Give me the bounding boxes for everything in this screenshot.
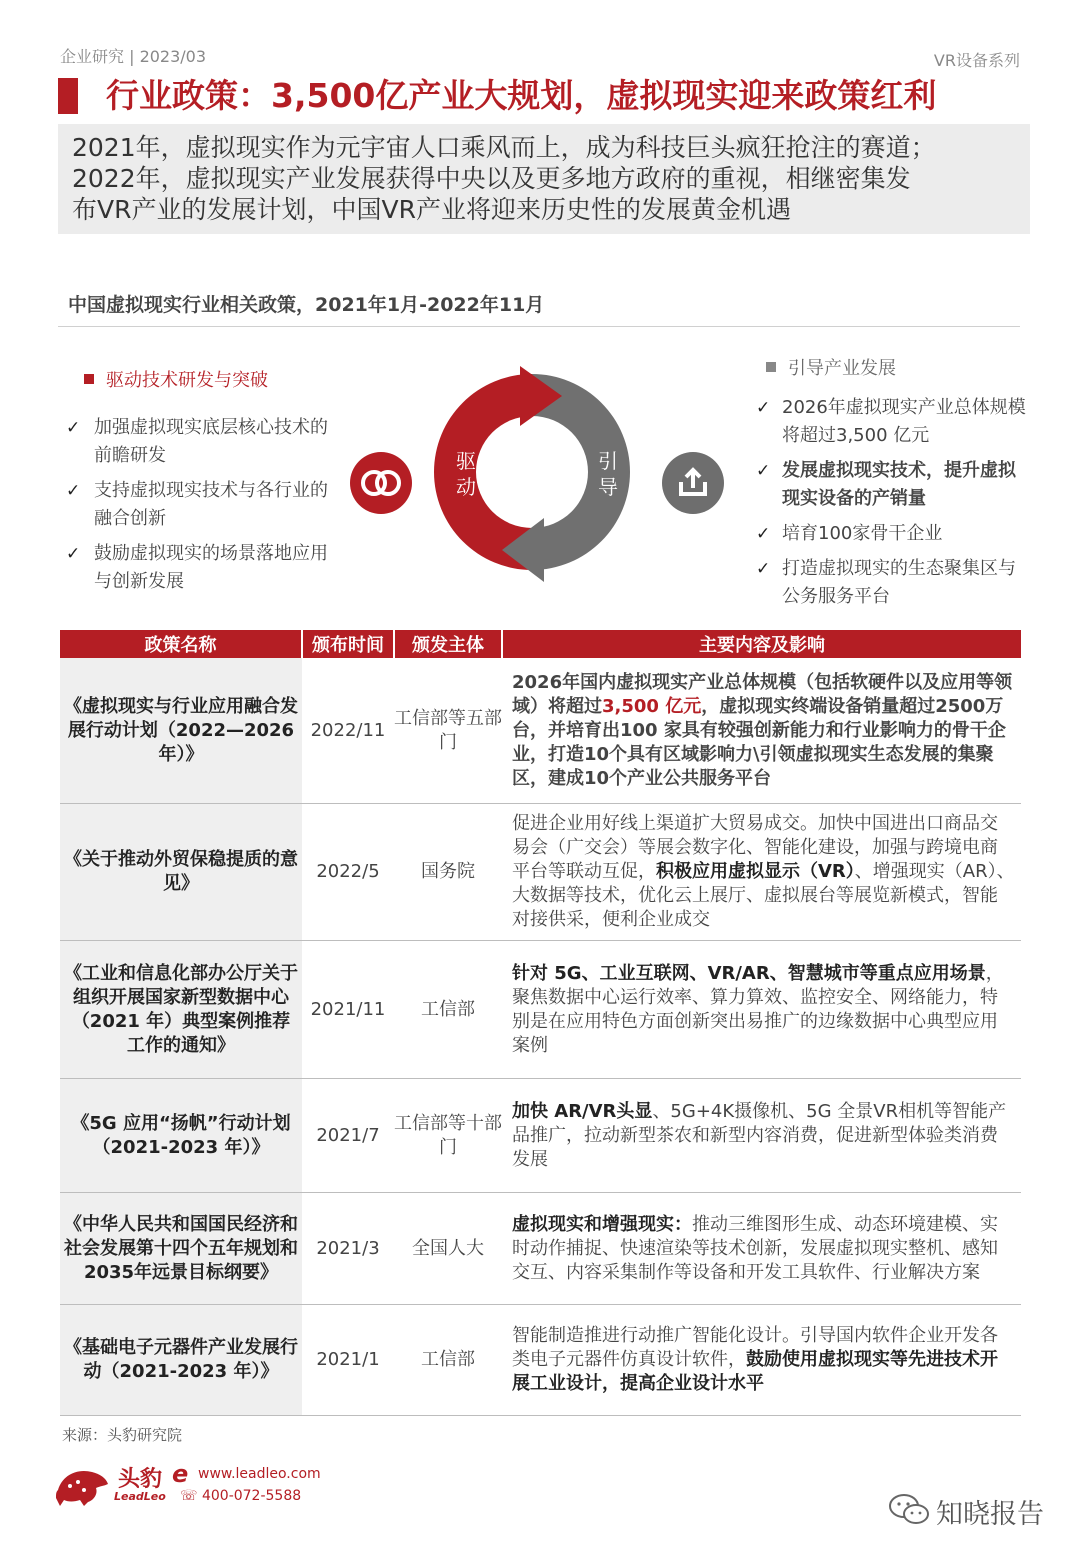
policy-issuer: 工信部等五部门 bbox=[394, 658, 502, 804]
brand-logo bbox=[54, 1462, 354, 1512]
column-header: 主要内容及影响 bbox=[502, 630, 1021, 658]
policy-name: 《中华人民共和国国民经济和社会发展第十四个五年规划和2035年远景目标纲要》 bbox=[60, 1193, 302, 1305]
intro-line: 2022年，虚拟现实产业发展获得中央以及更多地方政府的重视，相继密集发 bbox=[72, 164, 911, 193]
phone-icon: ☏ bbox=[180, 1488, 198, 1504]
policy-name: 《关于推动外贸保稳提质的意见》 bbox=[60, 804, 302, 941]
guide-panel bbox=[756, 354, 1026, 618]
check-icon: ✓ bbox=[756, 398, 771, 418]
check-icon: ✓ bbox=[66, 544, 81, 564]
policy-date: 2021/1 bbox=[302, 1305, 394, 1416]
check-icon: ✓ bbox=[756, 524, 771, 544]
website-link[interactable]: www.leadleo.com bbox=[198, 1466, 321, 1482]
column-header: 颁发主体 bbox=[394, 630, 502, 658]
leopard-logo-icon bbox=[54, 1464, 110, 1508]
policy-table bbox=[60, 630, 1021, 1416]
policy-content: 虚拟现实和增强现实：推动三维图形生成、动态环境建模、实时动作捕捉、快速渲染等技术创新，发展虚拟现实整机、感知交互、内容采集制作等设备和开发工具软件、行业解决方案 bbox=[502, 1193, 1021, 1305]
square-bullet-icon bbox=[84, 374, 94, 384]
drive-panel bbox=[62, 366, 342, 603]
table-header-row bbox=[60, 630, 1021, 658]
table-row bbox=[60, 1079, 1021, 1193]
drive-label: 驱 bbox=[456, 449, 476, 473]
policy-content: 针对 5G、工业互联网、VR/AR、智慧城市等重点应用场景，聚焦数据中心运行效率、算力算效、监控安全、网络能力，特别是在应用特色方面创新突出易推广的边缘数据中心典型应用案例 bbox=[502, 941, 1021, 1079]
list-item: ✓ 培育100家骨干企业 bbox=[756, 520, 1026, 548]
check-icon: ✓ bbox=[756, 559, 771, 579]
policy-date: 2021/3 bbox=[302, 1193, 394, 1305]
policy-issuer: 工信部 bbox=[394, 1305, 502, 1416]
report-series: VR设备系列 bbox=[933, 51, 1020, 70]
policy-date: 2021/7 bbox=[302, 1079, 394, 1193]
guide-panel-heading: 引导产业发展 bbox=[766, 354, 1026, 380]
title-accent-bar bbox=[58, 78, 78, 114]
link-rings-icon bbox=[350, 452, 412, 514]
brand-name-cn: 头豹 bbox=[118, 1467, 163, 1492]
square-bullet-icon bbox=[766, 362, 776, 372]
list-item: ✓ 加强虚拟现实底层核心技术的前瞻研发 bbox=[62, 414, 342, 470]
guide-label: 导 bbox=[598, 475, 618, 499]
page-header bbox=[60, 44, 1020, 68]
policy-date: 2022/11 bbox=[302, 658, 394, 804]
table-row bbox=[60, 1305, 1021, 1416]
policy-name: 《基础电子元器件产业发展行 动（2021-2023 年）》 bbox=[60, 1305, 302, 1416]
policy-content: 促进企业用好线上渠道扩大贸易成交。加快中国进出口商品交易会（广交会）等展会数字化、智能化建设，加强与跨境电商平台等联动互促，积极应用虚拟显示（VR）、增强现实（AR）、大数据等技术，优化云上展厅、虚拟展台等展览新模式，智能对接供采，便利企业成交 bbox=[502, 804, 1021, 941]
policy-content: 智能制造推进行动推广智能化设计。引导国内软件企业开发各类电子元器件仿真设计软件，鼓励使用虚拟现实等先进技术开展工业设计，提高企业设计水平 bbox=[502, 1305, 1021, 1416]
table-row bbox=[60, 941, 1021, 1079]
check-icon: ✓ bbox=[66, 481, 81, 501]
policy-date: 2021/11 bbox=[302, 941, 394, 1079]
figure-title: 中国虚拟现实行业相关政策，2021年1月-2022年11月 bbox=[68, 294, 545, 316]
list-item: ✓ 2026年虚拟现实产业总体规模将超过3,500 亿元 bbox=[756, 394, 1026, 450]
drive-panel-heading: 驱动技术研发与突破 bbox=[84, 366, 342, 392]
watermark: 知晓报告 bbox=[888, 1488, 1058, 1530]
phone-number: ☏ 400-072-5588 bbox=[180, 1488, 302, 1504]
drive-list bbox=[62, 414, 342, 596]
policy-date: 2022/5 bbox=[302, 804, 394, 941]
upload-icon bbox=[662, 452, 724, 514]
table-row bbox=[60, 1193, 1021, 1305]
table-row bbox=[60, 804, 1021, 941]
intro-summary bbox=[58, 124, 1030, 234]
policy-issuer: 工信部等十部门 bbox=[394, 1079, 502, 1193]
brand-e-mark: e bbox=[172, 1460, 189, 1488]
policy-issuer: 工信部 bbox=[394, 941, 502, 1079]
intro-line: 2021年，虚拟现实作为元宇宙人口乘风而上，成为科技巨头疯狂抢注的赛道； bbox=[72, 133, 936, 162]
drive-label: 动 bbox=[456, 475, 476, 499]
list-item: ✓ 支持虚拟现实技术与各行业的融合创新 bbox=[62, 477, 342, 533]
check-icon: ✓ bbox=[756, 461, 771, 481]
column-header: 颁布时间 bbox=[302, 630, 394, 658]
policy-name: 《5G 应用“扬帆”行动计划（2021-2023 年）》 bbox=[60, 1079, 302, 1193]
policy-content: 加快 AR/VR头显、5G+4K摄像机、5G 全景VR相机等智能产品推广，拉动新型茶农和新型内容消费，促进新型体验类消费发展 bbox=[502, 1079, 1021, 1193]
guide-list bbox=[756, 394, 1026, 611]
table-row bbox=[60, 658, 1021, 804]
policy-content: 2026年国内虚拟现实产业总体规模（包括软硬件以及应用等领域）将超过3,500 亿元，虚拟现实终端设备销量超过2500万台，并培育出100 家具有较强创新能力和行业影响力的骨干企业，打造10个具有区域影响力\引领虚拟现实生态发展的集聚区，建成10个产业公共服务平台 bbox=[502, 658, 1021, 804]
policy-name: 《虚拟现实与行业应用融合发展行动计划（2022—2026 年）》 bbox=[60, 658, 302, 804]
column-header: 政策名称 bbox=[60, 630, 302, 658]
page-title-row bbox=[58, 76, 1022, 118]
list-item: ✓ 鼓励虚拟现实的场景落地应用与创新发展 bbox=[62, 540, 342, 596]
brand-name-en: LeadLeo bbox=[114, 1490, 166, 1503]
policy-issuer: 全国人大 bbox=[394, 1193, 502, 1305]
intro-line: 布VR产业的发展计划，中国VR产业将迎来历史性的发展黄金机遇 bbox=[72, 195, 791, 224]
wechat-icon bbox=[888, 1492, 930, 1528]
report-category: 企业研究 | 2023/03 bbox=[60, 47, 207, 66]
list-item: ✓ 打造虚拟现实的生态聚集区与公务服务平台 bbox=[756, 555, 1026, 611]
policy-issuer: 国务院 bbox=[394, 804, 502, 941]
list-item: ✓ 发展虚拟现实技术，提升虚拟现实设备的产销量 bbox=[756, 457, 1026, 513]
source-note: 来源：头豹研究院 bbox=[62, 1426, 183, 1444]
divider bbox=[58, 326, 1020, 327]
guide-label: 引 bbox=[598, 449, 618, 473]
drive-guide-cycle-icon bbox=[420, 360, 642, 590]
check-icon: ✓ bbox=[66, 418, 81, 438]
policy-name: 《工业和信息化部办公厅关于组织开展国家新型数据中心（2021 年）典型案例推荐工作的通知》 bbox=[60, 941, 302, 1079]
page-title: 行业政策：3,500亿产业大规划，虚拟现实迎来政策红利 bbox=[106, 76, 937, 115]
